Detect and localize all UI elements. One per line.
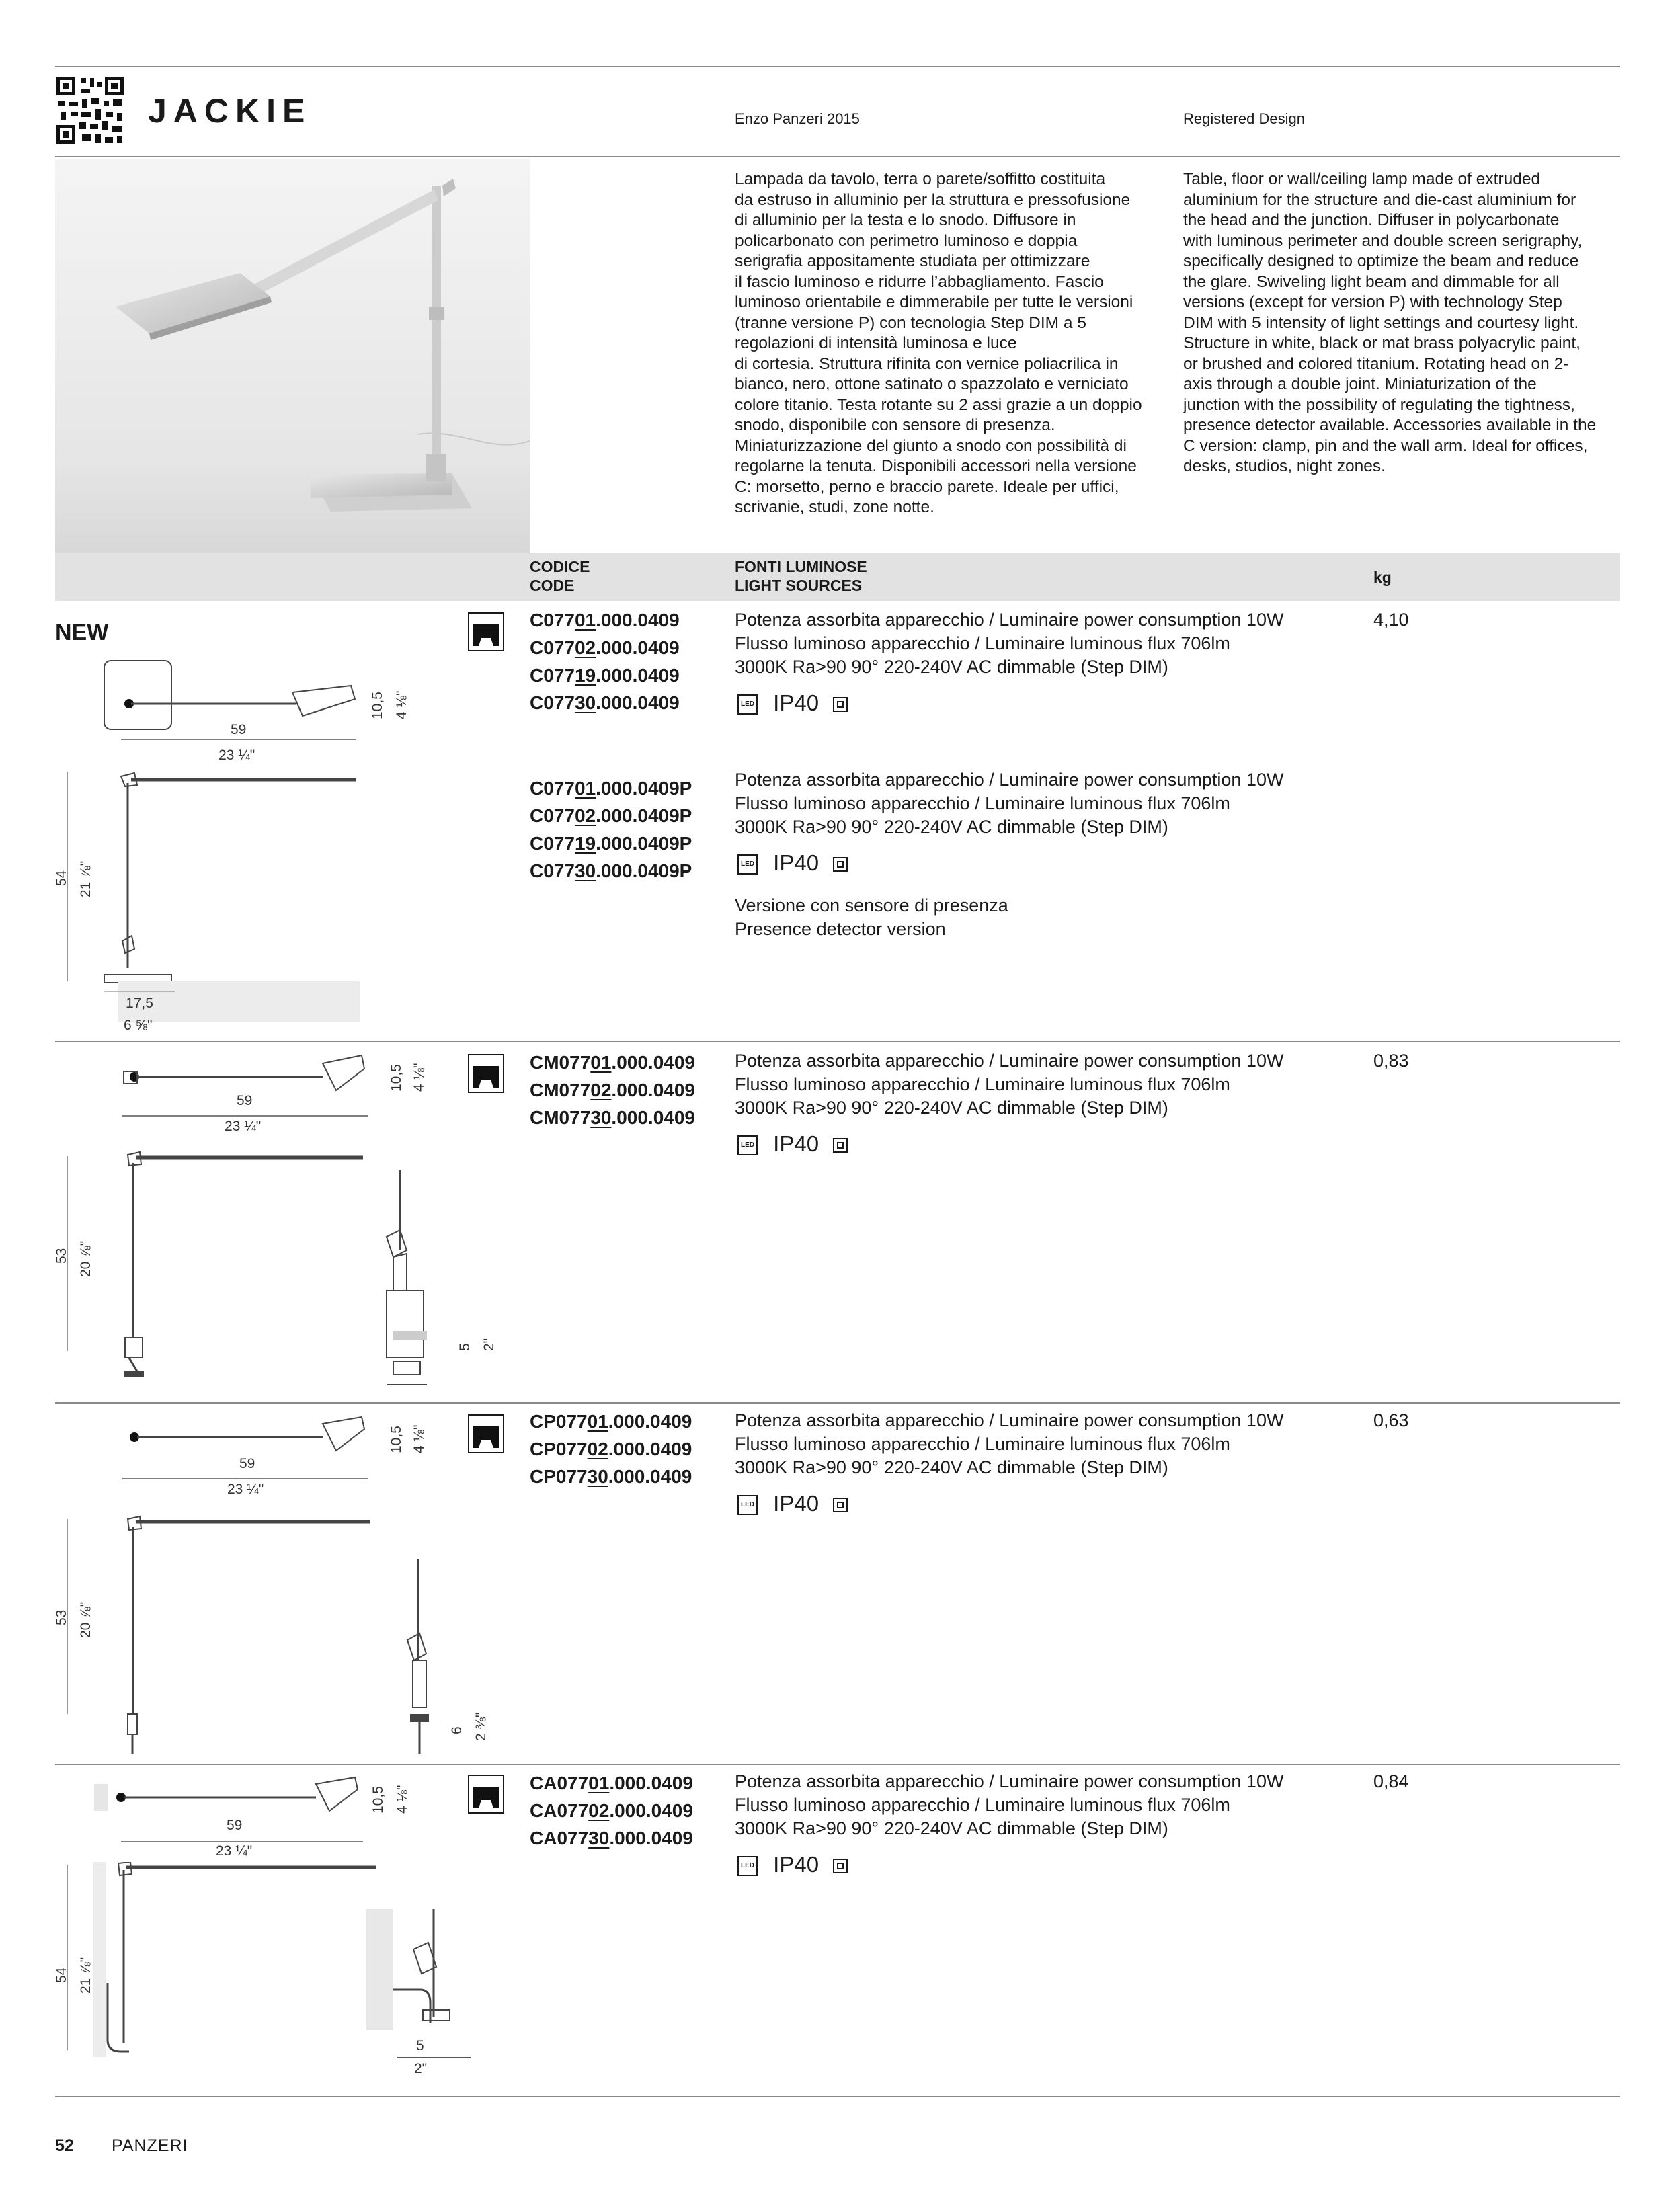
- clamp-detail-drawing: [373, 1170, 454, 1398]
- side-view-drawing: [67, 1862, 376, 2064]
- dim-pin-in: 2 ⅜": [473, 1712, 489, 1741]
- product-title: JACKIE: [148, 92, 312, 130]
- code-item: C07719.000.0409P: [530, 833, 692, 854]
- dim-clamp-in: 2": [481, 1338, 497, 1351]
- description-italian: Lampada da tavolo, terra o parete/soffitto costituita da estruso in alluminio per la struttura e pressofusione di alluminio per la testa e lo snodo. Diffusore in policarbonato con perimetro luminoso e doppia serigrafia appositamente studiata per ottimizzare il fascio luminoso e ridurre l’abbagliamento. Fascio luminoso orientabile e dimmerabile per tutte le versioni (tranne versione P) con tecnologia Step DIM a 5 regolazioni di intensità luminosa e luce di cortesia. Struttura rifinita con vernice poliacrilica in bianco, nero, ottone satinato o spazzolato e verniciato colore titanio. Testa rotante su 2 assi grazie a un doppio snodo, disponibile con sensore di presenza. Miniaturizzazione del giunto a snodo con possibilità di regolarne la tenuta. Disponibili accessori nella versione C: morsetto, perno e braccio parete. Ideale per uffici, scrivanie, studi, zone notte.: [735, 170, 1142, 516]
- description-english: Table, floor or wall/ceiling lamp made of extruded aluminium for the structure and die-cast aluminium for the head and the junction. Diffuser in polycarbonate with luminous perimeter and double screen serigraphy, specifically designed to optimize the beam and reduce the glare. Swiveling light beam and dimmable for all versions (except for version P) with technology Step DIM with 5 intensity of light settings and courtesy light. Structure in white, black or mat brass polyacrylic paint, or brushed and colored titanium. Rotating head on 2- axis through a double joint. Miniaturization of the junction with the possibility of regulating the tightness, presence detector available. Accessories available in the C version: clamp, pin and the wall arm. Ideal for offices, desks, studios, night zones.: [1183, 170, 1597, 475]
- kg-header: kg: [1373, 569, 1392, 586]
- dim-height: 53: [54, 1248, 69, 1264]
- code-item: C07719.000.0409: [530, 665, 680, 686]
- ip-row: LED IP40: [737, 690, 848, 717]
- dim-wall-arm-in: 2": [414, 2061, 428, 2076]
- fixture-type-icon: [468, 1775, 504, 1814]
- code-item: CA07701.000.0409: [530, 1773, 693, 1793]
- weight-cm077: 0,83: [1373, 1051, 1409, 1071]
- led-icon: LED: [737, 1135, 758, 1155]
- light-sources-header: FONTI LUMINOSE LIGHT SOURCES: [735, 558, 867, 594]
- code-item: CM07701.000.0409: [530, 1052, 695, 1073]
- header-rule: [55, 156, 1620, 157]
- led-icon: LED: [737, 1856, 758, 1876]
- section-rule: [55, 1764, 1620, 1765]
- code-list-c077: [530, 606, 680, 717]
- ip-row: LED IP40: [737, 1131, 848, 1158]
- pin-detail-drawing: [397, 1559, 450, 1761]
- led-icon: LED: [737, 854, 758, 875]
- ip-row: LED IP40: [737, 1490, 848, 1517]
- spec-c077-p: Potenza assorbita apparecchio / Luminaire power consumption 10W Flusso luminoso apparecchio / Luminaire luminous flux 706lm 3000K Ra>90 90° 220-240V AC dimmable (Step DIM): [735, 770, 1284, 837]
- led-icon: LED: [737, 1495, 758, 1515]
- dim-height-in: 21 ⅞": [78, 1957, 93, 1994]
- dim-height-in: 20 ⅞": [78, 1601, 93, 1638]
- code-item: CP07702.000.0409: [530, 1438, 692, 1459]
- dim-arm-width-in: 23 ¼": [227, 1482, 264, 1497]
- dim-head-height-in: 4 ⅛": [395, 1785, 410, 1814]
- registered-design-label: Registered Design: [1183, 110, 1305, 127]
- page-number: 52: [55, 2136, 74, 2155]
- dim-base-width: 17,5: [126, 996, 153, 1011]
- code-item: C07730.000.0409: [530, 692, 680, 713]
- code-item: CA07730.000.0409: [530, 1828, 693, 1849]
- spec-ca077: Potenza assorbita apparecchio / Luminaire power consumption 10W Flusso luminoso apparecchio / Luminaire luminous flux 706lm 3000K Ra>90 90° 220-240V AC dimmable (Step DIM): [735, 1771, 1284, 1838]
- code-item: CP07730.000.0409: [530, 1466, 692, 1487]
- bottom-rule: [55, 2096, 1620, 2097]
- brand-name: PANZERI: [112, 2136, 188, 2155]
- section-rule: [55, 1041, 1620, 1042]
- fixture-type-icon: [468, 1414, 504, 1453]
- top-view-drawing: [114, 1049, 383, 1123]
- code-item: CP07701.000.0409: [530, 1411, 692, 1432]
- weight-ca077: 0,84: [1373, 1771, 1409, 1791]
- code-list-c077-p: [530, 774, 692, 885]
- dim-arm-width: 59: [239, 1456, 255, 1471]
- dim-arm-width: 59: [237, 1093, 253, 1108]
- side-view-drawing: [67, 1143, 376, 1398]
- code-header: CODICE CODE: [530, 558, 590, 594]
- dim-head-height: 10,5: [370, 692, 385, 719]
- fixture-type-icon: [468, 612, 504, 651]
- dim-arm-width: 59: [227, 1818, 243, 1833]
- dim-head-height-in: 4 ⅛": [411, 1063, 427, 1092]
- spec-cm077: Potenza assorbita apparecchio / Luminaire power consumption 10W Flusso luminoso apparecchio / Luminaire luminous flux 706lm 3000K Ra>90 90° 220-240V AC dimmable (Step DIM): [735, 1051, 1284, 1118]
- dim-head-height-in: 4 ⅛": [411, 1424, 427, 1453]
- dim-line: [397, 2057, 471, 2058]
- section-rule: [55, 1402, 1620, 1404]
- weight-c077: 4,10: [1373, 610, 1409, 630]
- code-item: CM07702.000.0409: [530, 1080, 695, 1100]
- new-badge: NEW: [55, 620, 109, 645]
- code-list-ca077: [530, 1769, 693, 1852]
- dim-base-width-in: 6 ⅝": [124, 1018, 153, 1033]
- dim-arm-width-in: 23 ¼": [216, 1843, 253, 1859]
- dim-clamp: 5: [457, 1343, 473, 1351]
- code-item: C07702.000.0409: [530, 637, 680, 658]
- ip-row: LED IP40: [737, 850, 848, 877]
- spec-cp077: Potenza assorbita apparecchio / Luminaire power consumption 10W Flusso luminoso apparecchio / Luminaire luminous flux 706lm 3000K Ra>90 90° 220-240V AC dimmable (Step DIM): [735, 1410, 1284, 1477]
- top-view-drawing: [101, 659, 370, 760]
- designer-label: Enzo Panzeri 2015: [735, 110, 860, 127]
- code-list-cp077: [530, 1408, 692, 1490]
- spec-c077: Potenza assorbita apparecchio / Luminaire power consumption 10W Flusso luminoso apparecchio / Luminaire luminous flux 706lm 3000K Ra>90 90° 220-240V AC dimmable (Step DIM): [735, 610, 1284, 677]
- ip-row: LED IP40: [737, 1851, 848, 1878]
- dim-head-height: 10,5: [389, 1426, 404, 1453]
- dim-arm-width: 59: [231, 722, 247, 737]
- class-ii-icon: [833, 857, 848, 872]
- dim-height: 54: [54, 870, 69, 886]
- top-view-drawing: [94, 1775, 376, 1849]
- top-rule: [55, 66, 1620, 67]
- class-ii-icon: [833, 1859, 848, 1873]
- dim-arm-width-in: 23 ¼": [218, 747, 255, 763]
- fixture-type-icon: [468, 1054, 504, 1093]
- dim-height: 53: [54, 1609, 69, 1625]
- code-item: C07702.000.0409P: [530, 805, 692, 826]
- side-view-drawing: [67, 1512, 376, 1761]
- class-ii-icon: [833, 1498, 848, 1512]
- top-view-drawing: [114, 1412, 383, 1486]
- code-item: C07730.000.0409P: [530, 860, 692, 881]
- dim-height: 54: [54, 1967, 69, 1983]
- dim-head-height: 10,5: [370, 1786, 386, 1814]
- code-item: CA07702.000.0409: [530, 1800, 693, 1821]
- dim-height-in: 20 ⅞": [78, 1240, 93, 1277]
- code-list-cm077: [530, 1049, 695, 1131]
- qr-code-icon: [55, 75, 125, 145]
- code-item: C07701.000.0409: [530, 610, 680, 631]
- wall-arm-detail-drawing: [366, 1909, 461, 2030]
- weight-cp077: 0,63: [1373, 1410, 1409, 1430]
- dim-wall-arm: 5: [416, 2038, 424, 2054]
- dim-head-height-in: 4 ⅛": [394, 690, 409, 719]
- presence-note: Versione con sensore di presenza Presence detector version: [735, 895, 1008, 939]
- dim-arm-width-in: 23 ¼": [225, 1119, 262, 1134]
- class-ii-icon: [833, 697, 848, 712]
- led-icon: LED: [737, 694, 758, 715]
- dim-height-in: 21 ⅞": [78, 860, 93, 897]
- class-ii-icon: [833, 1138, 848, 1153]
- code-item: C07701.000.0409P: [530, 778, 692, 799]
- dim-pin: 6: [449, 1726, 465, 1734]
- side-view-drawing: [67, 766, 363, 1035]
- code-item: CM07730.000.0409: [530, 1107, 695, 1128]
- dim-head-height: 10,5: [389, 1064, 404, 1092]
- product-photo: [55, 159, 530, 553]
